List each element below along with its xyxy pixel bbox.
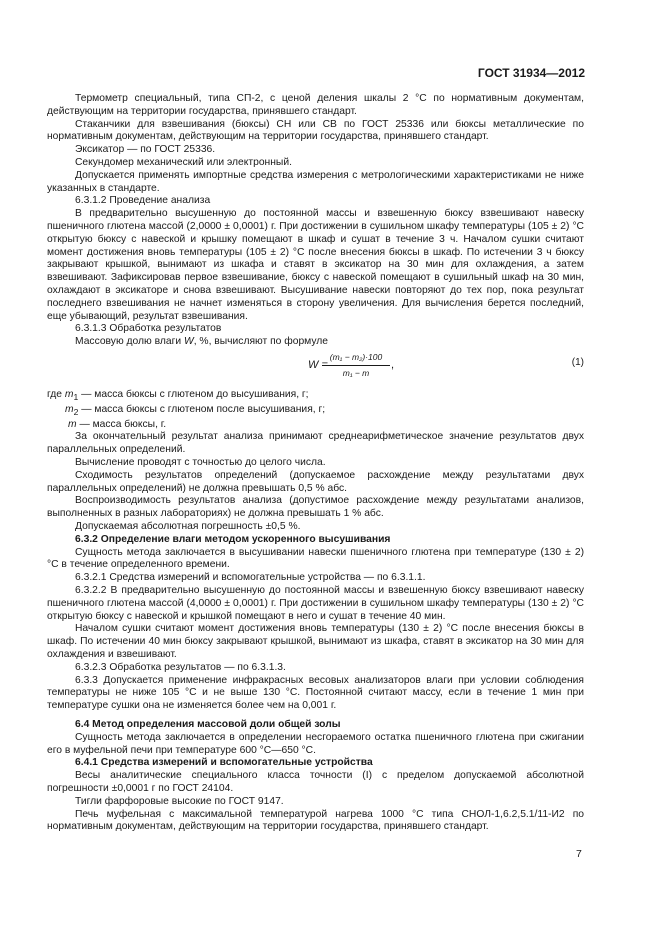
legend-prefix: где [47, 388, 65, 400]
legend-subscript: 2 [73, 406, 79, 417]
paragraph: Тигли фарфоровые высокие по ГОСТ 9147. [75, 795, 284, 807]
paragraph: Допускается применять импортные средства измерения с метрологическими характеристиками не ниже указанных в стандарте. [47, 169, 584, 194]
paragraph: Секундомер механический или электронный. [75, 156, 292, 168]
legend-text: — масса бюксы с глютеном до высушивания, г; [78, 388, 309, 400]
subsection-heading: 6.3.1.2 Проведение анализа [75, 195, 211, 207]
paragraph: Сущность метода заключается в высушивании навески пшеничного глютена при температуре (130 ± 2) °С в течение определенного времени. [47, 546, 584, 571]
paragraph: Сходимость результатов определений (допускаемое расхождение между результатами двух параллельных определений) не должна превышать 0,5 % абс. [47, 469, 584, 494]
paragraph: Воспроизводимость результатов анализа (допустимое расхождение между результатами анализов, выполненных в разных лабораториях) не должна превышать 1 % абс. [47, 495, 584, 520]
formula-intro-text: , %, вычисляют по формуле [193, 336, 329, 348]
formula-number: (1) [571, 356, 584, 368]
legend-line [47, 389, 584, 404]
paragraph: Печь муфельная с максимальной температурой нагрева 1000 °С типа СНОЛ-1,6.2,5.1/11-И2 по нормативным документам, действующим на территории государства, принявшего стандарт. [47, 808, 584, 833]
paragraph: Термометр специальный, типа СП-2, с ценой деления шкалы 2 °С по нормативным документам, действующим на территории государства, принявшего стандарт. [47, 93, 584, 117]
formula-lhs: W = [308, 358, 328, 371]
paragraph: Допускаемая абсолютная погрешность ±0,5 %. [75, 521, 301, 532]
standard-id-header: ГОСТ 31934—2012 [477, 66, 585, 80]
paragraph: 6.3.3 Допускается применение инфракрасных весовых анализаторов влаги при условии соблюдения температуры не ниже 105 °С и не выше 130 °С. Постоянной считают массу, если в течение 1 мин при температуре сушки она не изменяется более чем на 0,001 г. [47, 674, 584, 712]
page-number: 7 [576, 848, 582, 860]
paragraph: Сущность метода заключается в определении несгораемого остатка пшеничного глютена при сжигании его в муфельной печи при температуре 600 °С—650 °С. [47, 731, 584, 756]
paragraph: Стаканчики для взвешивания (бюксы) СН или СВ по ГОСТ 25336 или бюксы металлические по нормативным документам, действующим на территории государства, принявшего стандарт. [47, 118, 584, 143]
paragraph: Весы аналитические специального класса точности (I) с пределом допускаемой абсолютной погрешности ±0,0001 г по ГОСТ 24104. [47, 770, 584, 794]
paragraph: За окончательный результат анализа принимают среднеарифметическое значение результатов двух параллельных определений. [47, 431, 584, 456]
formula-intro [47, 336, 584, 349]
formula-trailing: , [391, 358, 395, 371]
legend-variable: m [68, 418, 77, 430]
formula-intro-text: Массовую долю влаги [75, 336, 184, 348]
paragraph: Началом сушки считают момент достижения вновь температуры (130 ± 2) °С после внесения бюксы в шкаф. По истечении 40 мин бюксу закрывают крышкой, вынимают из шкафа, ставят в эксикатор на 30 мин для охлаждения и взвешивают. [47, 623, 584, 660]
subsection-heading: 6.3.1.3 Обработка результатов [75, 323, 222, 335]
formula-variable: W [183, 336, 194, 348]
paragraph: 6.3.2.2 В предварительно высушенную до постоянной массы и взвешенную бюксу взвешивают навеску пшеничного глютена массой (4,0000 ± 0,0001) г. При достижении в сушильном шкафу температуры (130 ± 2) °С открытую бюксу с навеской и крышкой помещают в него и сушат в течение 40 мин. [47, 584, 584, 622]
section-heading: 6.4.1 Средства измерений и вспомогательные устройства [75, 757, 373, 769]
document-body [47, 93, 584, 834]
legend-subscript: 1 [73, 391, 79, 402]
legend-variable: m [64, 388, 74, 400]
legend-variable: m [65, 403, 74, 415]
legend-line [47, 419, 584, 432]
paragraph: Вычисление проводят с точностью до целого числа. [75, 457, 326, 469]
legend-line [47, 404, 584, 419]
paragraph: 6.3.2.1 Средства измерений и вспомогательные устройства — по 6.3.1.1. [75, 572, 426, 584]
formula-denominator: m₁ − m [342, 367, 370, 378]
moisture-formula [47, 351, 584, 383]
paragraph: В предварительно высушенную до постоянной массы и взвешенную бюксу взвешивают навеску пшеничного глютена массой (2,0000 ± 0,0001) г. При достижении в сушильном шкафу температуры (105 ± 2) °С открытую бюксу с навеской и крышку помещают в шкаф и сушат в течение 3 ч. Началом сушки считают момент достижения вновь температуры (105 ± 2) °С после внесения бюксы в шкаф. По истечении 3 ч бюксу закрывают крышкой, вынимают из шкафа и ставят в эксикатор на 30 мин для охлаждения, а затем взвешивают. Зафиксировав первое взвешивание, бюксу с навеской помещают в сушильный шкаф на 30 мин, охлаждают в эксикаторе и снова взвешивают. Высушивание навески повторяют до тех пор, пока результат последнего взвешивания не начнет изменяться в сторону увеличения. Для вычисления берется последний, еще убывающий, результат взвешивания. [47, 208, 584, 322]
legend-text: — масса бюксы, г. [76, 418, 167, 430]
paragraph: 6.3.2.3 Обработка результатов — по 6.3.1.3. [75, 661, 286, 673]
section-heading: 6.4 Метод определения массовой доли общей золы [75, 718, 341, 730]
paragraph: Эксикатор — по ГОСТ 25336. [75, 144, 216, 156]
formula-numerator: (m₁ − m₂)·100 [322, 351, 390, 366]
formula-fraction [322, 351, 390, 380]
section-heading: 6.3.2 Определение влаги методом ускоренного высушивания [75, 533, 391, 545]
legend-text: — масса бюксы с глютеном после высушивания, г; [78, 403, 326, 415]
